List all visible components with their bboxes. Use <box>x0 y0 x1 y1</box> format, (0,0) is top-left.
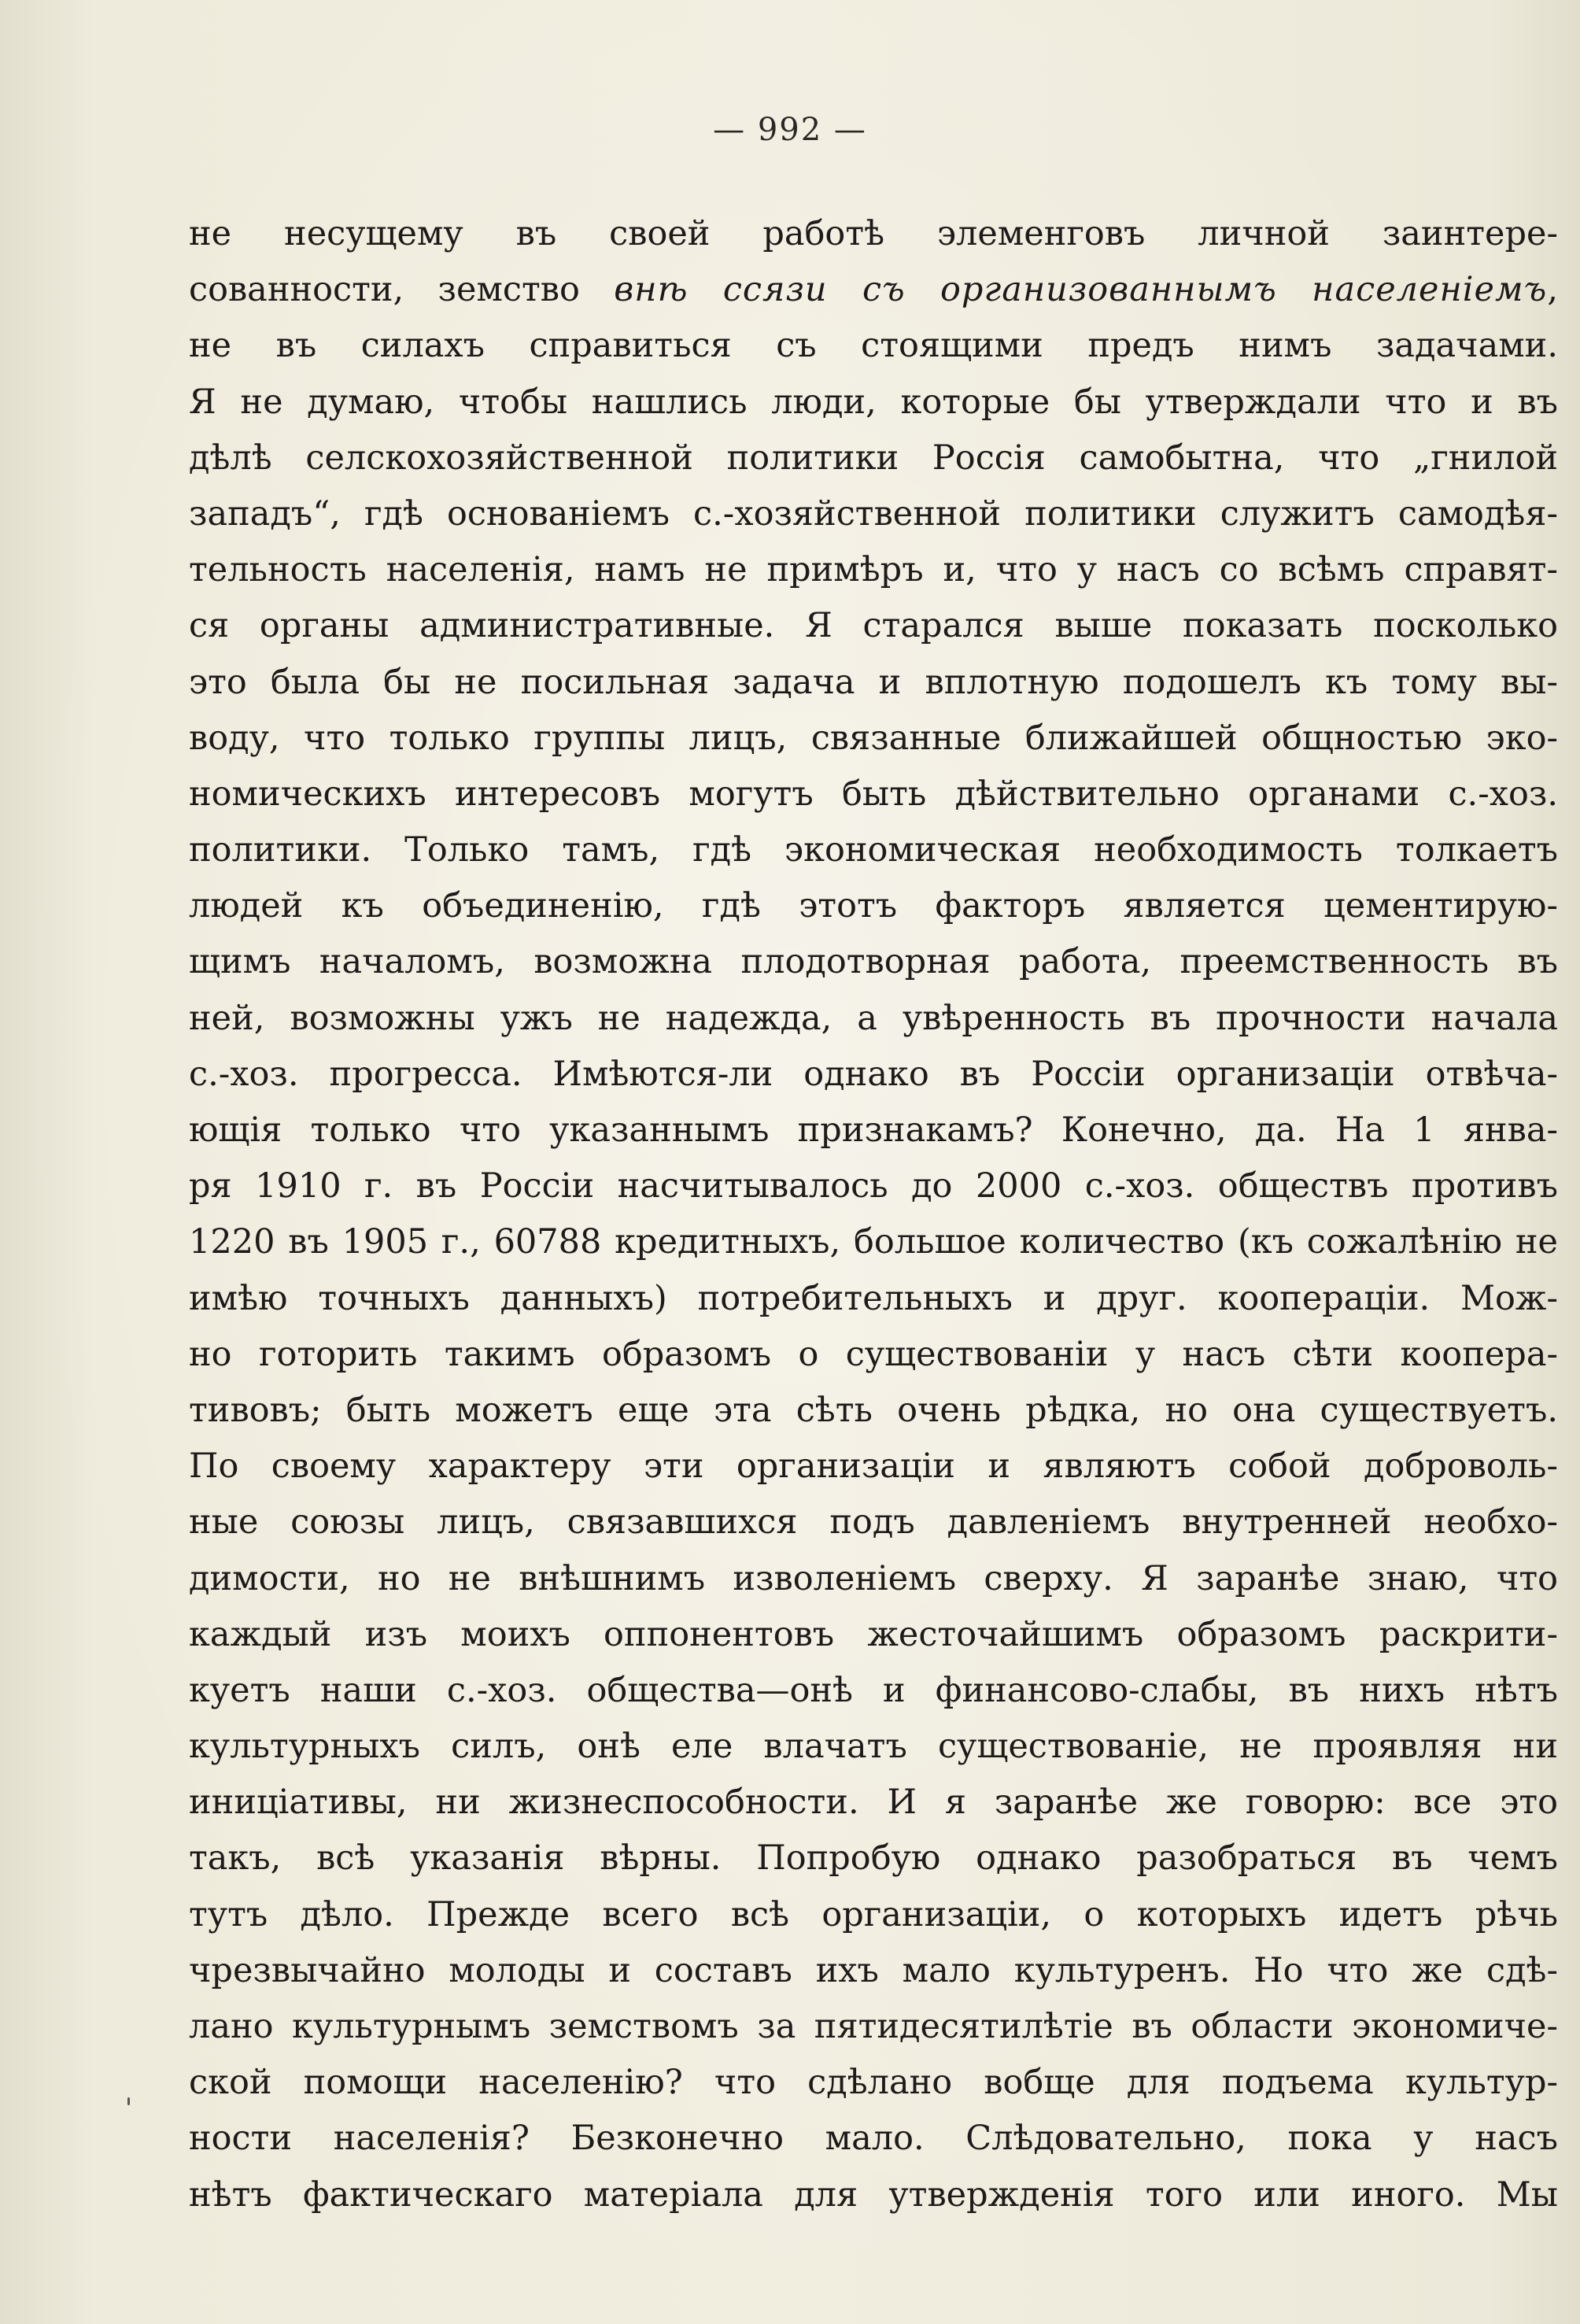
text-line: ные союзы лицъ, связавшихся подъ давленіемъ внутренней необхо- <box>189 1502 1558 1543</box>
text-line: куетъ наши с.-хоз. общества—онѣ и финансово-слабы, въ нихъ нѣтъ <box>189 1670 1558 1710</box>
italic-emphasis: внѣ ссязи съ организованнымъ населеніемъ <box>614 270 1548 310</box>
text-line: с.-хоз. прогресса. Имѣются-ли однако въ Россіи организаціи отвѣча- <box>189 1054 1558 1094</box>
text-line: каждый изъ моихъ оппонентовъ жесточайшимъ образомъ раскрити- <box>189 1614 1558 1654</box>
text-line: тивовъ; быть можетъ еще эта сѣть очень рѣдка, но она существуетъ. <box>189 1390 1558 1430</box>
text-line: не въ силахъ справиться съ стоящими предъ нимъ задачами. <box>189 326 1558 366</box>
text-line: культурныхъ силъ, онѣ еле влачатъ существованіе, не проявляя ни <box>189 1727 1558 1767</box>
text-line: По своему характеру эти организаціи и являютъ собой доброволь- <box>189 1446 1558 1487</box>
text-line: политики. Только тамъ, гдѣ экономическая необходимость толкаетъ <box>189 830 1558 870</box>
text-line: имѣю точныхъ данныхъ) потребительныхъ и друг. коопераціи. Мож- <box>189 1278 1558 1318</box>
text-line: димости, но не внѣшнимъ изволеніемъ сверху. Я заранѣе знаю, что <box>189 1558 1558 1598</box>
text-line: ности населенія? Безконечно мало. Слѣдовательно, пока у насъ <box>189 2119 1558 2159</box>
text-line: 1220 въ 1905 г., 60788 кредитныхъ, большое количество (къ сожалѣнію не <box>189 1222 1558 1262</box>
text-line: лано культурнымъ земствомъ за пятидесятилѣтіе въ области экономиче- <box>189 2007 1558 2046</box>
text-line: тутъ дѣло. Прежде всего всѣ организаціи, о которыхъ идетъ рѣчь <box>189 1894 1558 1934</box>
text-line: ся органы административные. Я старался выше показать посколько <box>189 606 1558 646</box>
text-line <box>189 262 1558 318</box>
text-line: ющія только что указаннымъ признакамъ? Конечно, да. На 1 янва- <box>189 1110 1558 1150</box>
text-line: людей къ объединенію, гдѣ этотъ факторъ является цементирую- <box>189 886 1558 926</box>
text-line: не несущему въ своей работѣ элеменговъ личной заинтере- <box>189 214 1558 253</box>
text-line: номическихъ интересовъ могутъ быть дѣйствительно органами с.-хоз. <box>189 774 1558 814</box>
text-line: тельность населенія, намъ не примѣръ и, что у насъ со всѣмъ справят- <box>189 550 1558 590</box>
text-line: чрезвычайно молоды и составъ ихъ мало культуренъ. Но что же сдѣ- <box>189 1950 1558 1990</box>
text-line: ря 1910 г. въ Россіи насчитывалось до 2000 с.-хоз. обществъ противъ <box>189 1166 1558 1206</box>
text-line: ской помощи населенію? что сдѣлано вобще для подъема культур- <box>189 2063 1558 2103</box>
line-segment: , <box>1547 270 1558 310</box>
text-line: Я не думаю, чтобы нашлись люди, которые бы утверждали что и въ <box>189 382 1558 422</box>
text-line: это была бы не посильная задача и вплотную подошелъ къ тому вы- <box>189 662 1558 702</box>
text-line: нѣтъ фактическаго матеріала для утвержденія того или иного. Мы <box>189 2174 1558 2215</box>
text-line: воду, что только группы лицъ, связанные ближайшей общностью эко- <box>189 718 1558 758</box>
text-line: ней, возможны ужъ не надежда, а увѣренность въ прочности начала <box>189 998 1558 1038</box>
text-line: но готорить такимъ образомъ о существованіи у насъ сѣти коопера- <box>189 1334 1558 1374</box>
text-line: дѣлѣ селскохозяйственной политики Россія самобытна, что „гнилой <box>189 438 1558 478</box>
text-line: западъ“, гдѣ основаніемъ с.-хозяйственной политики служитъ самодѣя- <box>189 493 1558 534</box>
page-number: — 992 — <box>713 112 867 148</box>
text-line: щимъ началомъ, возможна плодотворная работа, преемственность въ <box>189 942 1558 982</box>
text-line: такъ, всѣ указанія вѣрны. Попробую однако разобраться въ чемъ <box>189 1838 1558 1879</box>
text-line: иниціативы, ни жизнеспособности. И я заранѣе же говорю: все это <box>189 1783 1558 1823</box>
body-text <box>189 206 1558 2223</box>
ink-speck <box>127 2097 130 2105</box>
line-segment: сованности, земство <box>189 270 615 310</box>
